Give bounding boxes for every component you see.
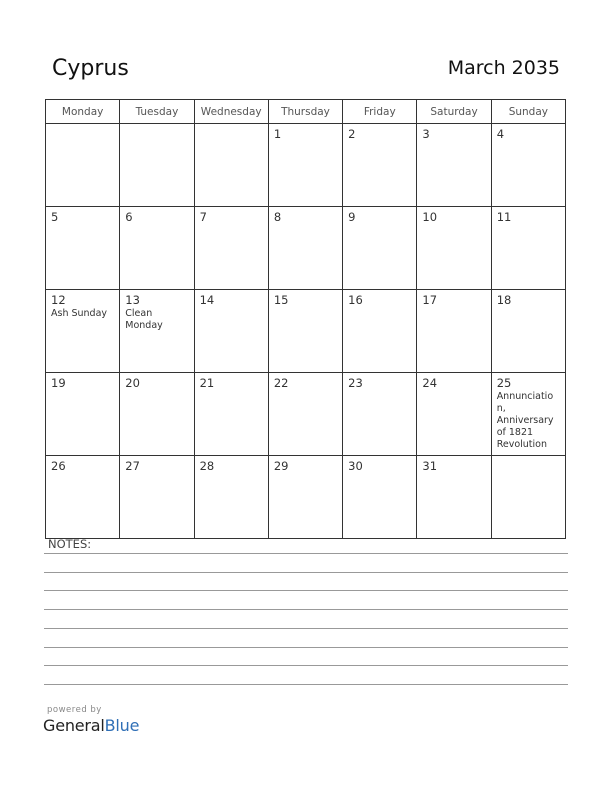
- notes-line: [44, 665, 568, 666]
- day-cell: [46, 373, 120, 456]
- notes-line: [44, 572, 568, 573]
- day-number: 14: [199, 293, 215, 307]
- holiday-label: [51, 308, 114, 320]
- day-number: 22: [273, 376, 289, 390]
- day-number: 25: [496, 376, 512, 390]
- day-number: 24: [422, 376, 438, 390]
- notes-line: [44, 628, 568, 629]
- holiday-label: [497, 391, 560, 451]
- week-row: [46, 124, 566, 207]
- powered-by-text: powered by: [47, 705, 102, 715]
- day-number: 13: [125, 293, 140, 307]
- day-number: 30: [348, 459, 363, 473]
- calendar-grid: [45, 99, 566, 539]
- day-number: 3: [422, 127, 430, 141]
- day-cell: [491, 124, 565, 207]
- day-number: 10: [422, 210, 438, 224]
- day-cell: [194, 456, 268, 539]
- day-cell: [268, 456, 342, 539]
- day-cell: [46, 290, 120, 373]
- day-number: 8: [273, 210, 282, 224]
- day-cell: [194, 290, 268, 373]
- day-cell: [343, 373, 417, 456]
- holiday-label-line: n,: [496, 403, 506, 414]
- day-cell: [417, 456, 491, 539]
- week-row: [46, 290, 566, 373]
- day-number: 20: [125, 376, 140, 390]
- empty-day-cell: [120, 124, 194, 207]
- weekday-monday: Monday: [46, 100, 120, 124]
- day-number: 6: [125, 210, 133, 224]
- day-cell: [417, 373, 491, 456]
- day-number: 29: [273, 459, 289, 473]
- day-number: 4: [496, 127, 505, 141]
- day-number: 7: [199, 210, 207, 224]
- notes-line: [44, 553, 568, 554]
- day-number: 16: [348, 293, 363, 307]
- logo-text-blue: Blue: [104, 716, 140, 735]
- empty-day-cell: [46, 124, 120, 207]
- week-row: [46, 373, 566, 456]
- day-number: 27: [125, 459, 140, 473]
- day-number: 26: [51, 459, 66, 473]
- day-number: 21: [199, 376, 215, 390]
- day-cell: [417, 207, 491, 290]
- day-number: 18: [496, 293, 512, 307]
- holiday-label: [125, 308, 188, 332]
- calendar-weeks: [46, 124, 566, 539]
- holiday-label-line: of 1821: [496, 427, 534, 438]
- weekday-header-row: [46, 100, 566, 124]
- holiday-label-line: Clean: [125, 308, 153, 319]
- week-row: [46, 456, 566, 539]
- day-cell: [268, 124, 342, 207]
- notes-label: NOTES:: [48, 537, 92, 551]
- weekday-tuesday: Tuesday: [120, 100, 194, 124]
- holiday-label-line: Annunciatio: [496, 391, 554, 402]
- holiday-label-line: Anniversary: [496, 415, 554, 426]
- day-number: 28: [199, 459, 215, 473]
- calendar-month-title: March 2035: [447, 57, 560, 79]
- day-cell: [46, 207, 120, 290]
- day-cell: [120, 290, 194, 373]
- logo-text-general: General: [43, 716, 105, 735]
- notes-line: [44, 647, 568, 648]
- day-cell: [120, 456, 194, 539]
- day-number: 17: [422, 293, 438, 307]
- day-cell: [491, 373, 565, 456]
- day-cell: [491, 290, 565, 373]
- notes-line: [44, 590, 568, 591]
- day-number: 11: [496, 210, 512, 224]
- week-row: [46, 207, 566, 290]
- holiday-label-line: Monday: [125, 320, 163, 331]
- empty-day-cell: [194, 124, 268, 207]
- holiday-label-line: Ash Sunday: [51, 308, 108, 319]
- day-cell: [343, 456, 417, 539]
- day-cell: [417, 290, 491, 373]
- notes-line: [44, 609, 568, 610]
- day-number: 31: [422, 459, 438, 473]
- generalblue-logo[interactable]: [43, 716, 139, 735]
- day-cell: [491, 207, 565, 290]
- day-cell: [120, 373, 194, 456]
- weekday-thursday: Thursday: [268, 100, 342, 124]
- day-cell: [268, 373, 342, 456]
- day-number: 9: [348, 210, 356, 224]
- day-number: 23: [348, 376, 363, 390]
- day-number: 15: [273, 293, 289, 307]
- calendar-country-title: Cyprus: [52, 56, 129, 81]
- day-cell: [343, 124, 417, 207]
- day-number: 12: [51, 293, 66, 307]
- notes-line: [44, 684, 568, 685]
- weekday-friday: Friday: [343, 100, 417, 124]
- day-cell: [417, 124, 491, 207]
- day-cell: [194, 207, 268, 290]
- weekday-saturday: Saturday: [417, 100, 491, 124]
- day-cell: [268, 207, 342, 290]
- day-cell: [194, 373, 268, 456]
- empty-day-cell: [491, 456, 565, 539]
- weekday-wednesday: Wednesday: [194, 100, 268, 124]
- day-cell: [268, 290, 342, 373]
- day-cell: [46, 456, 120, 539]
- weekday-sunday: Sunday: [491, 100, 565, 124]
- holiday-label-line: Revolution: [496, 439, 547, 450]
- day-cell: [120, 207, 194, 290]
- day-number: 5: [51, 210, 59, 224]
- day-cell: [343, 207, 417, 290]
- day-number: 2: [348, 127, 356, 141]
- day-number: 1: [273, 127, 282, 141]
- day-number: 19: [51, 376, 66, 390]
- day-cell: [343, 290, 417, 373]
